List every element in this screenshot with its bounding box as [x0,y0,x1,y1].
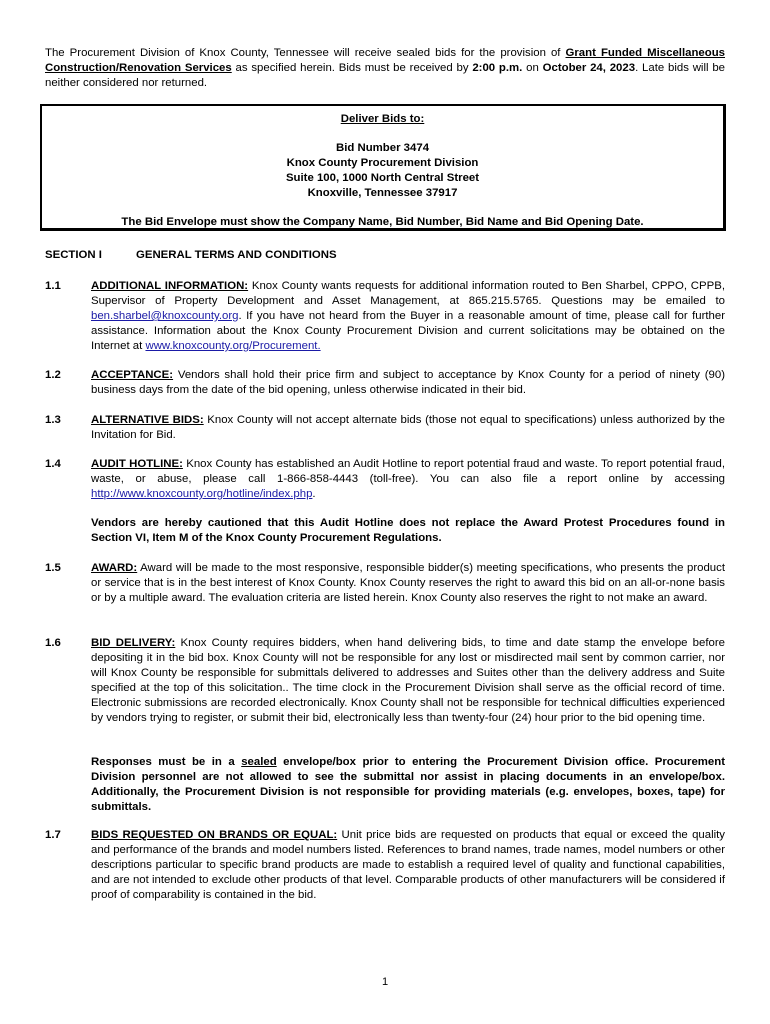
section-title: GENERAL TERMS AND CONDITIONS [136,249,337,261]
clause-title: BID DELIVERY: [91,637,176,649]
division-name: Knox County Procurement Division [286,157,479,169]
deliver-heading: Deliver Bids to: [340,113,425,125]
clause-1-6 [45,636,725,726]
clause-text: Knox County will not accept alternate bids (those not equal to specifications) unless authorized by the Invitation for Bid. [91,414,725,441]
intro-text: on [522,62,543,74]
deliver-bids-box [40,104,726,231]
intro-text: . Late bids will be neither considered nor returned. [45,62,725,89]
clause-title: BIDS REQUESTED ON BRANDS OR EQUAL: [91,829,338,841]
sealed-envelope-note [91,755,725,815]
note-text: Responses must be in a [91,756,242,768]
clause-title: AUDIT HOTLINE: [91,458,183,470]
page-number: 1 [381,976,389,988]
clause-1-7 [45,828,725,903]
clause-text: Vendors shall hold their price firm and subject to acceptance by Knox County for a period of ninety (90) business days from the date of the bid opening, unless otherwise indicated in their bid. [91,369,725,396]
clause-text: Knox County requires bidders, when hand delivering bids, to time and date stamp the envelope before depositing it in the bid box. Knox County will not be responsible for any lost or misdirected mail sent by common carrier, nor will Knox County be responsible for submittals delivered to addresses and Suites other than the delivery address and Suite specified at the top of this solicitation.. The time clock in the Procurement Division shall serve as the official record of time. Electronic submissions are recorded electronically. Knox County shall not be responsible for technical difficulties experienced by vendors trying to register, or submit their bid, electronically less than twenty-four (24) hour prior to the bid opening time. [91,637,725,724]
note-text: envelope/box prior to entering the Procurement Division office. Procurement Division personnel are not allowed to see the submittal nor assist in placing documents in an envelope/box. Additionally, the Procurement Division is not responsible for providing materials (e.g. envelopes, boxes, tape) for submittals. [91,756,725,813]
audit-hotline-caution: Vendors are hereby cautioned that this Audit Hotline does not replace the Award Protest Procedures found in Section VI, Item M of the Knox County Procurement Regulations. [91,517,725,544]
due-time: 2:00 p.m. [472,62,523,74]
intro-text: The Procurement Division of Knox County, Tennessee will receive sealed bids for the provision of [45,47,566,59]
clause-text: . [312,488,316,500]
clause-text: . If you have not heard from the Buyer in a reasonable amount of time, please call for further assistance. Information about the Knox County Procurement Division and current solicitations may be obtained on the Internet at [91,310,725,352]
city-address: Knoxville, Tennessee 37917 [307,187,458,199]
hotline-link[interactable]: http://www.knoxcounty.org/hotline/index.php [91,488,313,500]
clause-text: Knox County has established an Audit Hotline to report potential fraud and waste. To report potential fraud, waste, or abuse, please call 1-866-858-4443 (toll-free). You can also file a report online by accessing [91,458,725,485]
clause-text: Award will be made to the most responsive, responsible bidder(s) meeting specifications, who presents the product or service that is in the best interest of Knox County. Knox County reserves the right to award this bid on an all-or-none basis or by a multiple award. The evaluation criteria are listed herein. Knox County also reserves the right to not make an award. [91,562,725,604]
clause-text: Knox County wants requests for additional information routed to Ben Sharbel, CPPO, CPPB, Supervisor of Property Development and Asset Management, at 865.215.5765. Questions may be emailed to [91,280,725,307]
clause-number: 1.3 [45,414,61,426]
intro-text: as specified herein. Bids must be received by [231,62,473,74]
section-number: SECTION I [45,249,102,261]
clause-number: 1.7 [45,829,61,841]
clause-text: Unit price bids are requested on products that equal or exceed the quality and performance of the brands and model numbers listed. References to brand names, trade names, model numbers or other descriptions particular to specific brand products are made to establish a required level of quality and functional capabilities, and are not intended to exclude other products of that level. Comparable products of other manufacturers will be considered if proof of comparability is contained in the bid. [91,829,725,901]
clause-number: 1.2 [45,369,61,381]
procurement-link[interactable]: www.knoxcounty.org/Procurement. [145,340,321,352]
sealed-word: sealed [241,756,277,768]
project-name: Grant Funded Miscellaneous Construction/Renovation Services [45,47,725,74]
clause-1-2 [45,368,725,398]
intro-paragraph [45,46,725,91]
email-link[interactable]: ben.sharbel@knoxcounty.org [91,310,239,322]
clause-1-3 [45,413,725,443]
clause-number: 1.5 [45,562,61,574]
clause-title: AWARD: [91,562,138,574]
clause-1-4 [45,457,725,502]
clause-title: ACCEPTANCE: [91,369,174,381]
clause-1-1 [45,279,725,354]
clause-1-5 [45,561,725,606]
bid-number: Bid Number 3474 [335,142,430,154]
clause-number: 1.4 [45,458,61,470]
clause-number: 1.6 [45,637,61,649]
clause-title: ADDITIONAL INFORMATION: [91,280,249,292]
envelope-note: The Bid Envelope must show the Company Name, Bid Number, Bid Name and Bid Opening Date. [121,216,644,228]
clause-title: ALTERNATIVE BIDS: [91,414,204,426]
due-date: October 24, 2023 [542,62,636,74]
street-address: Suite 100, 1000 North Central Street [285,172,480,184]
clause-number: 1.1 [45,280,61,292]
